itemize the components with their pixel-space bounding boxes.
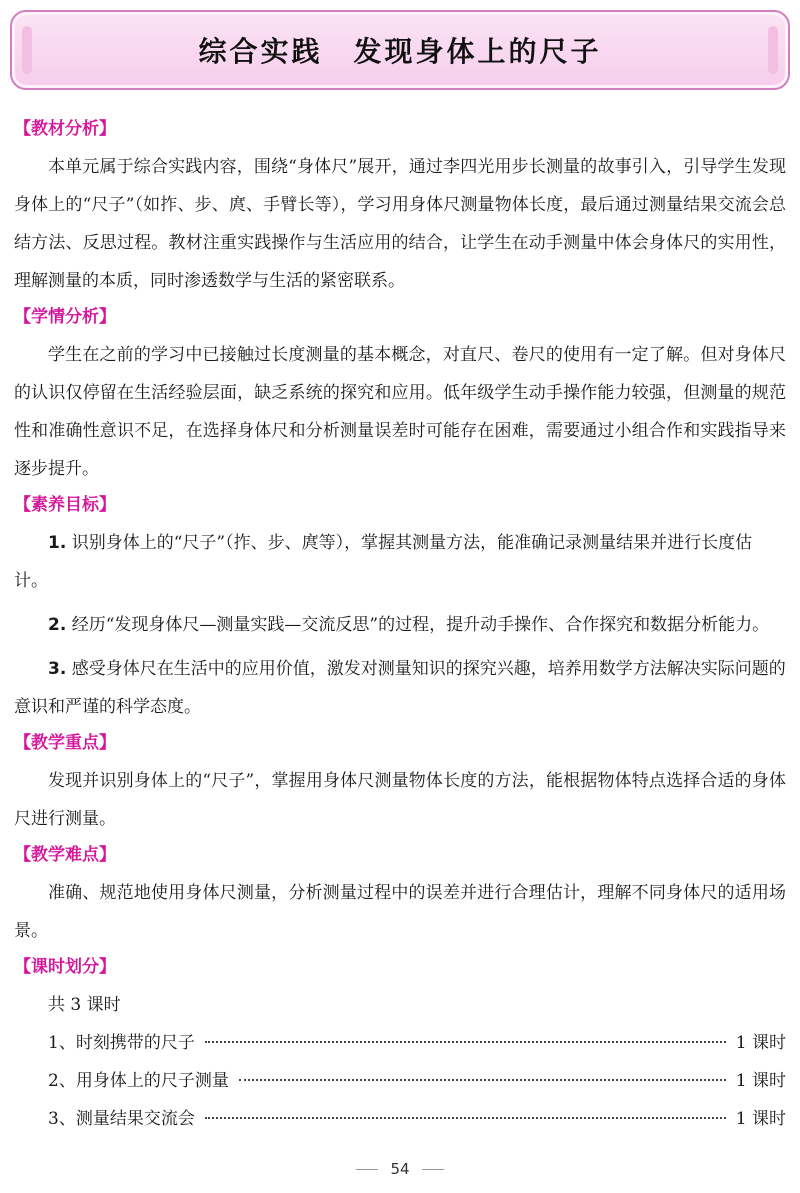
- page-title: 综合实践 发现身体上的尺子: [198, 35, 602, 68]
- textbook-analysis-text: 本单元属于综合实践内容，围绕“身体尺”展开，通过李四光用步长测量的故事引入，引导学生发现身体上的“尺子”（如拃、步、庹、手臂长等），学习用身体尺测量物体长度，最后通过测量结果交流会总结方法、反思过程。教材注重实践操作与生活应用的结合，让学生在动手测量中体会身体尺的实用性，理解测量的本质，同时渗透数学与生活的紧密联系。: [14, 157, 786, 291]
- lesson-row: [14, 1024, 786, 1062]
- goal-number: 1.: [48, 533, 67, 553]
- section-heading-students: 【学情分析】: [14, 307, 116, 327]
- lesson-name: 3、测量结果交流会: [48, 1109, 195, 1129]
- difficulties-text: 准确、规范地使用身体尺测量，分析测量过程中的误差并进行合理估计，理解不同身体尺的适用场景。: [14, 883, 786, 941]
- footer-dash-left: [356, 1169, 378, 1170]
- section-heading-key-points: 【教学重点】: [14, 733, 116, 753]
- key-points-text: 发现并识别身体上的“尺子”，掌握用身体尺测量物体长度的方法，能根据物体特点选择合适的身体尺进行测量。: [14, 771, 786, 829]
- section-heading-textbook: 【教材分析】: [14, 119, 116, 139]
- goal-item: [14, 650, 786, 726]
- lesson-row: [14, 1062, 786, 1100]
- section-heading-goals: 【素养目标】: [14, 495, 116, 515]
- total-hours: 共 3 课时: [48, 995, 121, 1015]
- page-footer: [0, 1160, 800, 1178]
- section-heading-schedule: 【课时划分】: [14, 957, 116, 977]
- lesson-hours: 1 课时: [735, 1109, 786, 1129]
- lesson-row: [14, 1100, 786, 1138]
- goal-item: [14, 606, 786, 644]
- goal-number: 3.: [48, 659, 67, 679]
- goal-item: [14, 524, 786, 600]
- goal-number: 2.: [48, 615, 67, 635]
- goal-text: 经历“发现身体尺—测量实践—交流反思”的过程，提升动手操作、合作探究和数据分析能力。: [71, 615, 770, 635]
- goal-text: 识别身体上的“尺子”（拃、步、庹等），掌握其测量方法，能准确记录测量结果并进行长度估计。: [14, 533, 753, 591]
- page-number: 54: [390, 1160, 410, 1178]
- lesson-hours: 1 课时: [735, 1033, 786, 1053]
- section-heading-difficulties: 【教学难点】: [14, 845, 116, 865]
- lesson-name: 2、用身体上的尺子测量: [48, 1071, 229, 1091]
- lesson-name: 1、时刻携带的尺子: [48, 1033, 195, 1053]
- goal-text: 感受身体尺在生活中的应用价值，激发对测量知识的探究兴趣，培养用数学方法解决实际问题的意识和严谨的科学态度。: [14, 659, 786, 717]
- footer-dash-right: [422, 1169, 444, 1170]
- title-banner: [10, 10, 790, 90]
- document-body: [14, 116, 786, 1138]
- lesson-hours: 1 课时: [735, 1071, 786, 1091]
- student-analysis-text: 学生在之前的学习中已接触过长度测量的基本概念，对直尺、卷尺的使用有一定了解。但对身体尺的认识仅停留在生活经验层面，缺乏系统的探究和应用。低年级学生动手操作能力较强，但测量的规范性和准确性意识不足，在选择身体尺和分析测量误差时可能存在困难，需要通过小组合作和实践指导来逐步提升。: [14, 345, 786, 479]
- leader-dots: [239, 1079, 726, 1081]
- leader-dots: [205, 1117, 726, 1119]
- leader-dots: [205, 1041, 726, 1043]
